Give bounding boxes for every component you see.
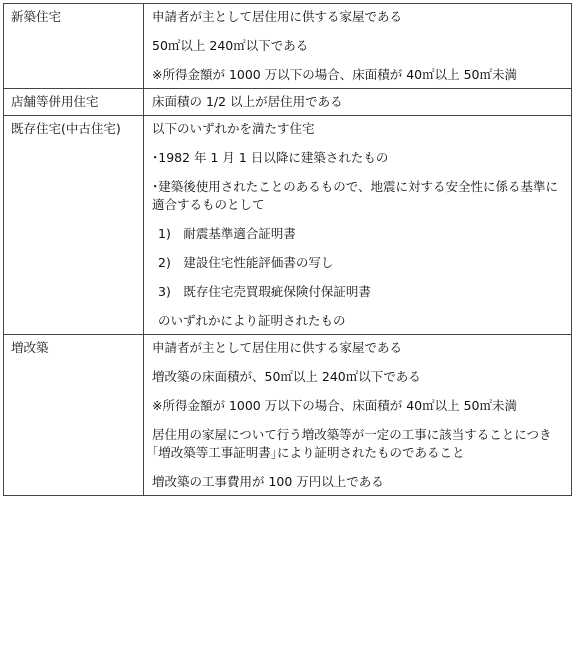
certificate-item: 2) 建設住宅性能評価書の写し	[158, 255, 334, 270]
condition-line: ･1982 年 1 月 1 日以降に建築されたもの	[152, 150, 389, 165]
condition-line: のいずれかにより証明されたもの	[158, 313, 346, 328]
condition-cell	[144, 335, 572, 496]
category-label: 店舗等併用住宅	[11, 94, 99, 109]
table-row	[4, 89, 572, 116]
category-cell	[4, 4, 144, 89]
table-row	[4, 335, 572, 496]
condition-cell	[144, 4, 572, 89]
condition-line: 申請者が主として居住用に供する家屋である	[152, 340, 403, 355]
certificate-item: 1) 耐震基準適合証明書	[158, 226, 296, 241]
condition-line: 床面積の 1/2 以上が居住用である	[152, 94, 343, 109]
condition-cell	[144, 89, 572, 116]
condition-cell	[144, 116, 572, 335]
condition-line: ※所得金額が 1000 万以下の場合、床面積が 40㎡以上 50㎡未満	[152, 67, 517, 82]
condition-line: 居住用の家屋について行う増改築等が一定の工事に該当することにつき｢増改築等工事証明書｣により証明されたものであること	[152, 427, 552, 460]
category-cell	[4, 335, 144, 496]
category-cell	[4, 116, 144, 335]
condition-line: 増改築の床面積が、50㎡以上 240㎡以下である	[152, 369, 421, 384]
condition-line: 申請者が主として居住用に供する家屋である	[152, 9, 403, 24]
condition-line: 増改築の工事費用が 100 万円以上である	[152, 474, 384, 489]
requirements-table	[3, 3, 572, 496]
category-label: 増改築	[11, 340, 49, 355]
category-label: 新築住宅	[11, 9, 62, 24]
condition-line: ※所得金額が 1000 万以下の場合、床面積が 40㎡以上 50㎡未満	[152, 398, 517, 413]
category-cell	[4, 89, 144, 116]
table-row	[4, 116, 572, 335]
condition-line: ･建築後使用されたことのあるもので、地震に対する安全性に係る基準に適合するものとして	[152, 179, 559, 212]
condition-line: 以下のいずれかを満たす住宅	[152, 121, 315, 136]
condition-line: 50㎡以上 240㎡以下である	[152, 38, 309, 53]
certificate-item: 3) 既存住宅売買瑕疵保険付保証明書	[158, 284, 371, 299]
category-label: 既存住宅(中古住宅)	[11, 121, 121, 136]
table-row	[4, 4, 572, 89]
